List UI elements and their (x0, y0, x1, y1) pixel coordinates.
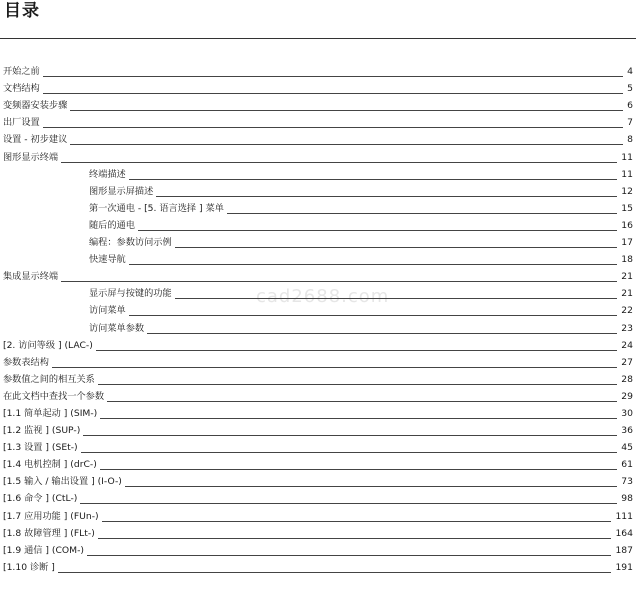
toc-leader-line (147, 333, 617, 334)
toc-subentry[interactable] (0, 233, 637, 250)
toc-leader-line (87, 555, 611, 556)
toc-leader-line (175, 247, 618, 248)
toc-leader-line (100, 418, 617, 419)
toc-page-number: 8 (627, 134, 633, 146)
page-title: 目录 (4, 1, 40, 21)
toc-page-number: 18 (621, 254, 633, 266)
toc-entry-label: 终端描述 (89, 168, 126, 180)
toc-subentry[interactable] (0, 216, 637, 233)
toc-entry[interactable] (0, 438, 637, 455)
title-divider (0, 38, 636, 39)
toc-entry-label: [1.6 命令 ] (CtL-) (3, 493, 78, 505)
toc-entry-label: 图形显示屏描述 (89, 185, 154, 197)
toc-entry-label: 设置 - 初步建议 (3, 134, 68, 146)
toc-page-number: 30 (621, 407, 633, 419)
toc-entry[interactable] (0, 558, 637, 575)
toc-subentry[interactable] (0, 301, 637, 318)
toc-page-number: 73 (621, 476, 633, 488)
toc-entry-label: 访问菜单 (89, 305, 126, 317)
toc-entry[interactable] (0, 130, 637, 147)
toc-leader-line (125, 486, 617, 487)
toc-leader-line (107, 401, 617, 402)
toc-page-number: 12 (621, 185, 633, 197)
toc-leader-line (43, 93, 623, 94)
toc-leader-line (138, 230, 617, 231)
toc-entry-label: [1.2 监视 ] (SUP-) (3, 425, 81, 437)
toc-page-number: 5 (627, 83, 633, 95)
toc-leader-line (156, 196, 617, 197)
toc-entry[interactable] (0, 96, 637, 113)
toc-entry-label: 编程：参数访问示例 (89, 237, 172, 249)
toc-entry-label: [1.5 输入 / 输出设置 ] (I-O-) (3, 476, 122, 488)
toc-page-number: 28 (621, 373, 633, 385)
toc-entry[interactable] (0, 421, 637, 438)
toc-page-number: 17 (621, 237, 633, 249)
toc-leader-line (129, 179, 618, 180)
toc-page-number: 45 (621, 442, 633, 454)
toc-entry[interactable] (0, 370, 637, 387)
toc-leader-line (129, 264, 618, 265)
toc-page-number: 27 (621, 356, 633, 368)
toc-leader-line (175, 298, 618, 299)
toc-entry-label: [2. 访问等级 ] (LAC-) (3, 339, 93, 351)
toc-entry-label: [1.1 简单起动 ] (SIM-) (3, 407, 98, 419)
toc-page-number: 11 (621, 168, 633, 180)
toc-page-number: 15 (621, 202, 633, 214)
toc-leader-line (83, 435, 617, 436)
toc-leader-line (61, 162, 617, 163)
toc-entry[interactable] (0, 353, 637, 370)
toc-page-number: 11 (621, 151, 633, 163)
toc-entry-label: 文档结构 (3, 83, 40, 95)
toc-leader-line (96, 350, 617, 351)
toc-leader-line (81, 452, 618, 453)
toc-entry-label: [1.8 故障管理 ] (FLt-) (3, 527, 95, 539)
toc-leader-line (70, 144, 623, 145)
toc-entry-label: [1.4 电机控制 ] (drC-) (3, 459, 97, 471)
toc-entry-label: 集成显示终端 (3, 271, 59, 283)
toc-entry[interactable] (0, 404, 637, 421)
toc-page-number: 6 (627, 100, 633, 112)
toc-leader-line (227, 213, 617, 214)
toc-entry-label: 出厂设置 (3, 117, 40, 129)
toc-entry-label: 开始之前 (3, 66, 40, 78)
toc-page-number: 61 (621, 459, 633, 471)
toc-subentry[interactable] (0, 182, 637, 199)
toc-entry-label: 第一次通电 - [5. 语言选择 ] 菜单 (89, 202, 224, 214)
toc-leader-line (98, 384, 617, 385)
toc-entry[interactable] (0, 455, 637, 472)
toc-leader-line (70, 110, 623, 111)
toc-page-number: 36 (621, 425, 633, 437)
toc-entry-label: 参数表结构 (3, 356, 49, 368)
toc-entry-label: 随后的通电 (89, 219, 135, 231)
toc-page-number: 23 (621, 322, 633, 334)
toc-page-number: 187 (615, 544, 633, 556)
toc-entry-label: 变频器安装步骤 (3, 100, 68, 112)
toc-entry[interactable] (0, 267, 637, 284)
toc-entry[interactable] (0, 506, 637, 523)
toc-entry-label: [1.9 通信 ] (COM-) (3, 544, 84, 556)
toc-leader-line (98, 538, 612, 539)
toc-page-number: 29 (621, 390, 633, 402)
toc-entry[interactable] (0, 541, 637, 558)
toc-entry[interactable] (0, 489, 637, 506)
toc-leader-line (43, 76, 623, 77)
toc-page-number: 16 (621, 219, 633, 231)
table-of-contents (0, 62, 637, 575)
toc-entry-label: 快速导航 (89, 254, 126, 266)
toc-leader-line (129, 315, 618, 316)
toc-page-number: 111 (615, 510, 633, 522)
toc-leader-line (43, 127, 623, 128)
toc-page-number: 7 (627, 117, 633, 129)
toc-entry[interactable] (0, 387, 637, 404)
toc-entry-label: 参数值之间的相互关系 (3, 373, 95, 385)
toc-page-number: 21 (621, 288, 633, 300)
toc-subentry[interactable] (0, 318, 637, 335)
toc-entry[interactable] (0, 113, 637, 130)
toc-subentry[interactable] (0, 250, 637, 267)
toc-leader-line (58, 572, 612, 573)
toc-entry-label: 显示屏与按键的功能 (89, 288, 172, 300)
toc-page-number: 164 (615, 527, 633, 539)
toc-subentry[interactable] (0, 199, 637, 216)
toc-entry-label: 在此文档中查找一个参数 (3, 390, 105, 402)
toc-entry[interactable] (0, 62, 637, 79)
toc-leader-line (61, 281, 617, 282)
toc-page-number: 191 (615, 561, 633, 573)
toc-entry-label: [1.7 应用功能 ] (FUn-) (3, 510, 99, 522)
toc-entry[interactable] (0, 79, 637, 96)
toc-entry-label: 访问菜单参数 (89, 322, 145, 334)
toc-leader-line (102, 521, 612, 522)
watermark: cad2688.com (256, 286, 390, 307)
toc-entry-label: [1.10 诊断 ] (3, 561, 55, 573)
toc-entry[interactable] (0, 524, 637, 541)
toc-leader-line (52, 367, 617, 368)
toc-page-number: 4 (627, 66, 633, 78)
toc-page-number: 22 (621, 305, 633, 317)
toc-entry[interactable] (0, 147, 637, 164)
toc-entry-label: [1.3 设置 ] (SEt-) (3, 442, 78, 454)
toc-subentry[interactable] (0, 284, 637, 301)
toc-page-number: 24 (621, 339, 633, 351)
toc-entry[interactable] (0, 336, 637, 353)
toc-subentry[interactable] (0, 165, 637, 182)
toc-leader-line (100, 469, 617, 470)
toc-entry-label: 图形显示终端 (3, 151, 59, 163)
toc-leader-line (80, 503, 617, 504)
toc-entry[interactable] (0, 472, 637, 489)
toc-page-number: 98 (621, 493, 633, 505)
toc-page-number: 21 (621, 271, 633, 283)
